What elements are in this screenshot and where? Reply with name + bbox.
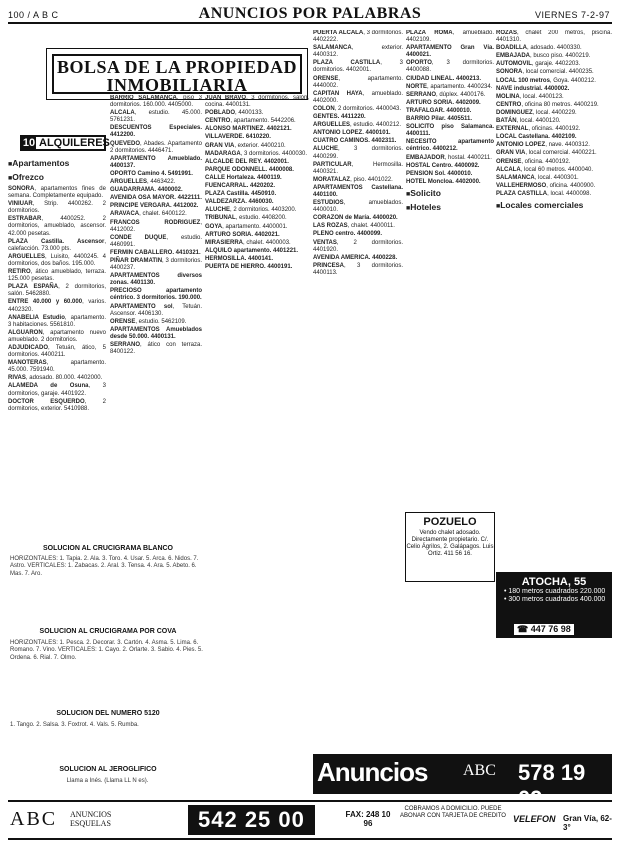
- classified-entry: SONORA, local comercial. 4400235.: [496, 69, 594, 76]
- classified-entry: EMBAJADA, busco piso. 4400219.: [496, 53, 591, 60]
- classified-entry: PENSION Sol. 4400010.: [406, 170, 473, 177]
- listing: [205, 95, 309, 271]
- classified-entry: ALCALDE DEL REY. 4402001.: [205, 158, 289, 165]
- classified-entry: OPORTO, 3 dormitorios. 4400088.: [406, 60, 494, 74]
- ad-atocha-title: ATOCHA, 55: [521, 576, 587, 588]
- classified-entry: AVENIDA OSA MAYOR. 4422111.: [110, 195, 202, 202]
- classified-entry: APARTAMENTO Gran Vía. 4400021.: [406, 45, 494, 59]
- classified-entry: BOADILLA, adosado. 4400330.: [496, 45, 582, 52]
- classified-entry: VILLAVERDE. 6410220.: [205, 134, 271, 141]
- bottom-fax: FAX: 248 10 96: [345, 810, 391, 828]
- classified-entry: ARTURO SORIA. 4402009.: [406, 99, 481, 106]
- ad-pozuelo-body: Vendo chalet adosado. Directamente propietario. C/. Celio Ágrilos, 2. Galápagos. Luis Ortiz. 411 56 16.: [406, 530, 494, 557]
- classified-entry: FERMIN CABALLERO. 4410321.: [110, 249, 201, 256]
- solution-title: SOLUCION AL JEROGLIFICO: [59, 766, 157, 773]
- section-hoteles: ■ Hoteles: [406, 202, 494, 214]
- classified-entry: MADARAGA, 3 dormitorios. 4400030.: [205, 150, 308, 157]
- classified-entry: ALCALA, estudio. 45.000. 5761231.: [110, 110, 202, 124]
- classified-entry: SONORA, apartamentos fines de semana. Completamente equipado.: [8, 186, 106, 200]
- classified-entry: TRIBUNAL, estudio. 4408200.: [205, 215, 287, 222]
- classified-entry: CALLE Hortaleza. 4400119.: [205, 174, 282, 181]
- classified-entry: BATÁN, local. 4400120.: [496, 118, 561, 125]
- classified-entry: NECESITO apartamento céntrico. 4400212.: [406, 139, 494, 153]
- classified-entry: PARTICULAR, Hermosilla. 4400321.: [313, 161, 403, 175]
- classified-entry: POBLADO, 4400133.: [205, 110, 264, 117]
- listing: [313, 30, 403, 277]
- classified-entry: ORENSE, oficina. 4400192.: [496, 158, 571, 165]
- classified-entry: EXTERNAL, oficinas. 4400192.: [496, 126, 581, 133]
- classified-entry: SALAMANCA, exterior. 4400312.: [313, 45, 403, 59]
- column-2: [110, 95, 202, 857]
- classified-entry: ARGUELLES, 4463422.: [110, 179, 176, 186]
- classified-entry: PLAZA ESPAÑA, 2 dormitorios, salón. 5462880.: [8, 284, 106, 298]
- classified-entry: FRANCOS RODRIGUEZ, 4412002.: [110, 219, 202, 233]
- column-4: [313, 30, 403, 750]
- classified-entry: PLAZA Castilla. Ascensor, calefacción. 73.000 pts.: [8, 238, 106, 252]
- column-5: [406, 30, 494, 505]
- classified-entry: PRINCIPE VERGARA. 4412002.: [110, 203, 199, 210]
- classified-entry: COLON, 2 dormitorios. 4400043.: [313, 105, 402, 112]
- classified-entry: AVENIDA AMERICA. 4400228.: [313, 254, 398, 261]
- classified-entry: APARTAMENTOS Amueblados desde 50.000. 4400131.: [110, 326, 202, 340]
- classified-entry: CONDE DUQUE, estudio. 4460991.: [110, 234, 202, 248]
- banner-line1: BOLSA DE LA PROPIEDAD: [56, 57, 298, 77]
- solution-text: HORIZONTALES: 1. Tapia. 2. Ala. 3. Toro. 4. Usar. 5. Arca. 6. Nidos. 7. Astro. VERTICALES: 1. Zabacas. 2. Aral. 3. Tensa. 4. Ara. 5. Abeto. 6. Mas. 7. Aro.: [10, 556, 199, 577]
- velefon-logo: VELEFON: [513, 814, 556, 824]
- bottom-cobro: COBRAMOS A DOMICILIO. PUEDE ABONAR CON TARJETA DE CREDITO: [400, 806, 506, 819]
- classified-entry: ANABELIA Estudio, apartamento. 3 habitaciones. 5561810.: [8, 314, 106, 328]
- classified-entry: NORTE, apartamento. 4400234.: [406, 83, 493, 90]
- classified-entry: ARTURO SORIA. 4402021.: [205, 231, 280, 238]
- classified-entry: FUENCARRAL. 4420202.: [205, 183, 276, 190]
- ad-atocha: [496, 572, 612, 638]
- classified-entry: MOLINA, local. 4400123.: [496, 93, 564, 100]
- banner-line2: INMOBILIARIA: [106, 75, 248, 95]
- classified-entry: ADJUDICADO, Tetuán, ático, 5 dormitorios. 4400211.: [8, 344, 106, 359]
- classified-entry: PRECIOSO apartamento céntrico. 3 dormitorios. 190.000.: [110, 288, 202, 302]
- solution-title: SOLUCION AL CRUCIGRAMA BLANCO: [42, 545, 173, 552]
- classified-entry: PLAZA Castilla. 4450910.: [205, 191, 277, 198]
- classified-entry: CUATRO CAMINOS. 4402311.: [313, 138, 397, 145]
- classified-entry: PLAZA CASTILLA, 3 dormitorios. 4402001.: [313, 60, 403, 74]
- solution-text: HORIZONTALES: 1. Pesca. 2. Decorar. 3. Cartón. 4. Asma. 5. Lima. 6. Romano. 7. Vino. VERTICALES: 1. Cayo. 2. Orlarte. 3. Sabio. 4. Pies. 5. Ordena. 6. Rial. 7. Olmo.: [10, 640, 203, 661]
- solution-title: SOLUCION DEL NUMERO 5120: [56, 710, 160, 717]
- classified-entry: ORENSE, apartamento. 4440002.: [313, 75, 403, 89]
- classified-entry: PLAZA ROMA, amueblado. 4402109.: [406, 30, 494, 44]
- classified-entry: ALGUARON, apartamento nuevo amueblado. 2 dormitorios.: [8, 329, 106, 343]
- classified-entry: RIVAS, adosado. 80.000. 4402000.: [8, 375, 103, 382]
- classified-entry: VALDEZARZA. 4460030.: [205, 199, 274, 206]
- classified-entry: ESTRABAR, 4400252. 2 dormitorios, amueblado, ascensor. 42.000 pesetas.: [8, 216, 106, 237]
- solution-text: 1. Tango. 2. Salsa. 3. Foxtrot. 4. Vals. 5. Rumba.: [10, 722, 139, 728]
- category-box: [20, 135, 110, 151]
- classified-entry: JUAN BRAVO, 3 dormitorios, salón, cocina. 4400131.: [205, 95, 309, 109]
- category-number: 10: [22, 137, 36, 149]
- ad-anuncios-word: Anuncios: [317, 757, 428, 787]
- ad-atocha-line: • 300 metros cuadrados 400.000: [504, 596, 606, 603]
- classified-entry: LAS ROZAS, chalet. 4400011.: [313, 223, 395, 230]
- classified-entry: APARTAMENTOS diversos zonas. 4401130.: [110, 273, 202, 287]
- classified-entry: ESTUDIOS, amueblados. 4400010.: [313, 200, 403, 214]
- classified-entry: DOCTOR ESQUERDO, 2 dormitorios, exterior. 5410988.: [8, 398, 106, 412]
- classified-entry: APARTAMENTO sol, Tetuán. Ascensor. 4406130.: [110, 303, 202, 317]
- section-locales: ■ Locales comerciales: [496, 200, 612, 212]
- classified-entry: SOLICITO piso Salamanca. 4400111.: [406, 124, 494, 138]
- classified-entry: ALQUILO apartamento. 4401221.: [205, 247, 299, 254]
- classified-entry: APARTAMENTO Amueblado. 4400137.: [110, 155, 202, 169]
- abc-subtitle: ANUNCIOS ESQUELAS: [70, 810, 112, 828]
- bottom-ad-bar: [8, 800, 612, 840]
- classified-entry: ANTONIO LOPEZ, nave. 4400312.: [496, 142, 590, 149]
- classified-entry: GRAN VIA, exterior. 4400210.: [205, 142, 286, 149]
- classified-entry: ALCALA, local 60 metros. 4400040.: [496, 166, 594, 173]
- ad-anuncios-abc: [313, 754, 612, 811]
- solution-text: Llama a Inés. (Llama LL N es).: [66, 778, 149, 784]
- bottom-phone: 542 25 00: [188, 805, 315, 835]
- classified-entry: APARTAMENTOS Castellana. 4401100.: [313, 184, 403, 198]
- classified-entry: ARGUELLES, estudio. 4400212.: [313, 122, 402, 129]
- classified-entry: BARRIO Pilar. 4405511.: [406, 116, 473, 123]
- page-date: VIERNES 7-2-97: [534, 10, 610, 20]
- classified-entry: VENTAS, 2 dormitorios. 4401920.: [313, 239, 403, 253]
- classified-entry: PUERTA ALCALA, 3 dormitorios. 4402222.: [313, 30, 403, 44]
- classified-entry: BARRIO SALAMANCA, piso 3 dormitorios. 160.000. 4405000.: [110, 95, 202, 109]
- column-3: [205, 95, 309, 857]
- ad-anuncios-phone: 578 19 09: [518, 760, 586, 811]
- listing: [110, 95, 202, 356]
- listing: [406, 30, 494, 186]
- section-apartamentos: ■ Apartamentos: [8, 158, 106, 170]
- banner: [52, 54, 302, 94]
- classified-entry: HERMOSILLA. 4400141.: [205, 255, 274, 262]
- classified-entry: CENTRO, oficina 80 metros. 4400219.: [496, 101, 599, 108]
- classified-entry: GRAN VIA, local comercial. 4400221.: [496, 150, 597, 157]
- classified-entry: PUERTA DE HIERRO. 4400191.: [205, 263, 293, 270]
- classified-entry: LOCAL Castellana. 4402109.: [496, 134, 577, 141]
- classified-entry: PIÑAR DRAMATIN, 3 dormitorios. 4400237.: [110, 257, 202, 272]
- listing: [8, 186, 106, 413]
- classified-entry: EMBAJADOR, hostal. 4400211.: [406, 154, 492, 161]
- ad-atocha-phone: ☎ 447 76 98: [514, 624, 574, 635]
- category-label: ALQUILERES: [39, 137, 110, 149]
- page-number: 100 / A B C: [8, 10, 59, 20]
- classified-entry: RETIRO, ático amueblado, terraza. 125.000 pesetas.: [8, 269, 106, 283]
- classified-entry: CIUDAD LINEAL. 4400213.: [406, 75, 482, 82]
- classified-entry: MORATALAZ, piso. 4401022.: [313, 176, 393, 183]
- classified-entry: ALAMEDA de Osuna, 3 dormitorios, garaje. 4401922.: [8, 383, 106, 397]
- classified-entry: ANTONIO LOPEZ. 4400101.: [313, 130, 391, 137]
- abc-logo: ABC: [10, 808, 58, 830]
- classified-entry: ALONSO MARTINEZ. 4402121.: [205, 126, 292, 133]
- column-1: [8, 156, 106, 857]
- classified-entry: HOSTAL Centro. 4400092.: [406, 162, 480, 169]
- classified-entry: SERRANO, dúplex. 4400176.: [406, 91, 486, 98]
- ad-pozuelo: [405, 512, 495, 582]
- classified-entry: CORAZON de María. 4400020.: [313, 215, 398, 222]
- column-6: [496, 30, 612, 565]
- classified-entry: PARQUE ODONNELL. 4400008.: [205, 166, 294, 173]
- classified-entry: PLENO centro. 4400099.: [313, 231, 383, 238]
- solution-title: SOLUCION AL CRUCIGRAMA POR COVA: [39, 628, 177, 635]
- section-solicito: ■ Solicito: [406, 188, 494, 200]
- page-header: [8, 4, 612, 24]
- classified-entry: ROZAS, chalet 200 metros, piscina. 4401310.: [496, 30, 612, 44]
- classified-entry: ALUCHE, 3 dormitorios. 4400299.: [313, 146, 403, 160]
- ad-atocha-line: • 180 metros cuadrados 220.000: [504, 588, 606, 595]
- classified-entry: NAVE industrial. 4400002.: [496, 85, 570, 92]
- classified-entry: DESCUENTOS Especiales. 4412200.: [110, 125, 202, 139]
- classified-entry: MANOTERAS, apartamento. 45.000. 7591940.: [8, 360, 106, 374]
- classified-entry: SALAMANCA, local. 4400301.: [496, 174, 579, 181]
- classified-entry: VALLEHERMOSO, oficina. 4400900.: [496, 182, 596, 189]
- classified-entry: AUTOMOVIL, garaje. 4402203.: [496, 61, 581, 68]
- classified-entry: OPORTO Camino 4. 5491991.: [110, 170, 193, 177]
- classified-entry: ENTRE 40.000 y 60.000, varios. 4402320.: [8, 299, 106, 313]
- ad-pozuelo-title: POZUELO: [423, 516, 477, 528]
- classified-entry: QUEVEDO, Abades. Apartamento 2 dormitorios. 4446471.: [110, 140, 202, 154]
- classified-entry: PRINCESA, 3 dormitorios. 4400113.: [313, 262, 403, 276]
- classified-entry: ORENSE, estudio. 5462109.: [110, 318, 187, 325]
- section-ofrezco: ■ Ofrezco: [8, 172, 106, 184]
- classified-entry: ARAVACA, chalet. 6400122.: [110, 211, 187, 218]
- classified-entry: SERRANO, ático con terraza. 8400122.: [110, 342, 202, 356]
- classified-entry: VINIUAR, Strip. 4400262. 2 dormitorios.: [8, 201, 106, 215]
- classified-entry: CENTRO, apartamento. 5442206.: [205, 118, 296, 125]
- classified-entry: CAPITAN HAYA, amueblado. 4402000.: [313, 90, 403, 104]
- ad-anuncios-abc-logo: ABC: [463, 762, 496, 779]
- classified-entry: DOMINGUEZ, local. 4400229.: [496, 109, 577, 116]
- classified-entry: HOTEL Moncloa. 4402000.: [406, 178, 481, 185]
- classified-entry: GUADARRAMA. 4400002.: [110, 187, 183, 194]
- classified-entry: GENTES. 4411220.: [313, 114, 366, 121]
- classified-entry: GOYA, apartamento. 4400001.: [205, 223, 288, 230]
- section-title: ANUNCIOS POR PALABRAS: [198, 5, 422, 22]
- listing: [496, 30, 612, 198]
- classified-entry: LOCAL 100 metros, Goya. 4400212.: [496, 77, 596, 84]
- classified-entry: ALUCHE, 2 dormitorios. 4403200.: [205, 207, 297, 214]
- classified-entry: PLAZA CASTILLA, local. 4400098.: [496, 190, 592, 197]
- classified-entry: ARGUELLES, Luisito, 4400245. 4 dormitorios, dos baños. 195.000.: [8, 253, 106, 267]
- bottom-address: Gran Vía, 62-3°: [563, 814, 612, 832]
- classified-entry: TRAFALGAR. 4400010.: [406, 107, 472, 114]
- classified-entry: MIRASIERRA, chalet. 4400003.: [205, 239, 291, 246]
